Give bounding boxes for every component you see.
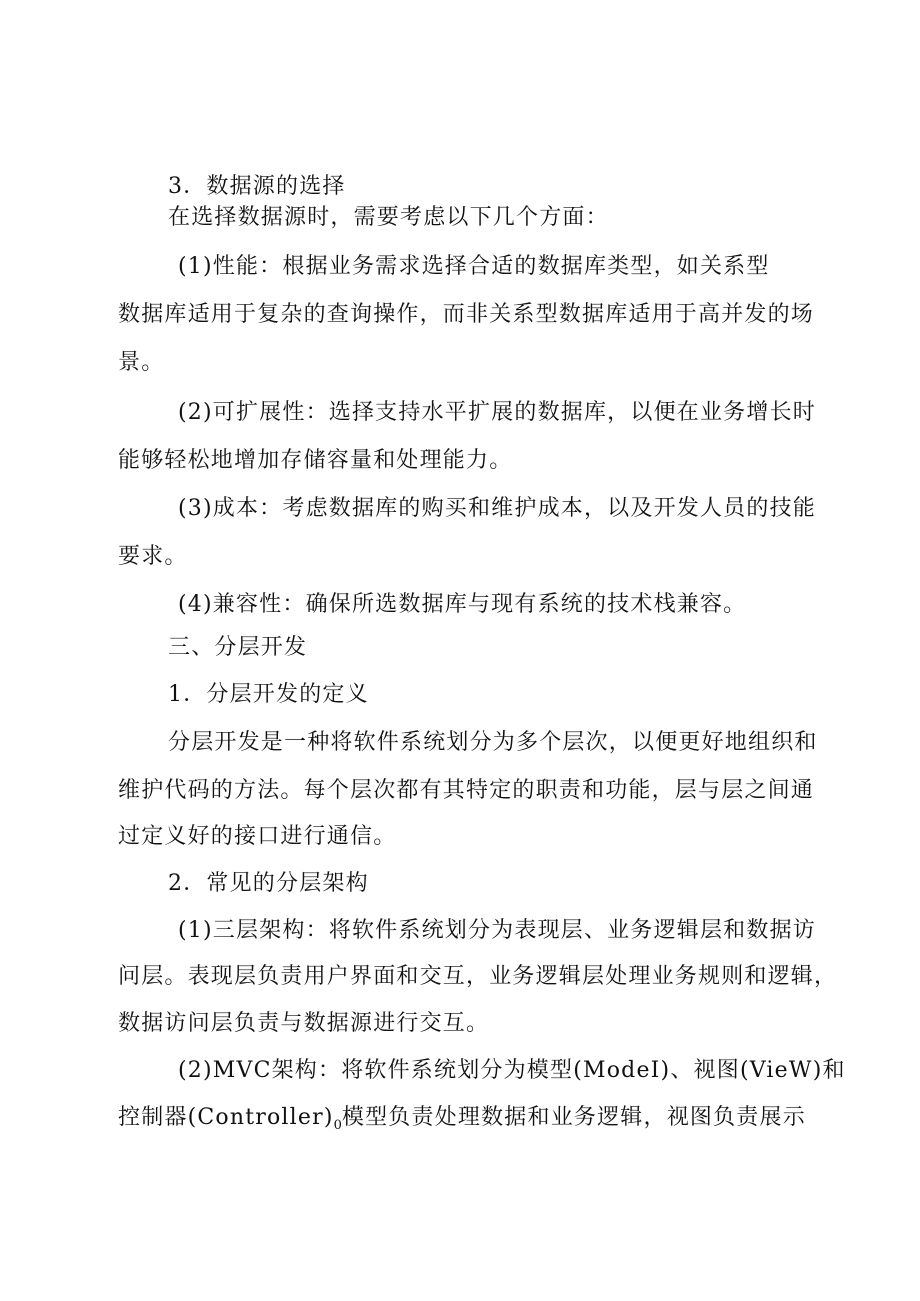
text-fragment: 控制器(Controller)	[118, 1105, 334, 1130]
section-heading-data-source: 3．数据源的选择	[168, 174, 346, 199]
text-fragment: 模型负责处理数据和业务逻辑，视图负责展示	[341, 1105, 806, 1130]
paragraph-line: 问层。表现层负责用户界面和交互，业务逻辑层处理业务规则和逻辑，	[118, 964, 838, 989]
paragraph-line: 景。	[118, 350, 165, 375]
list-item-cost: (3)成本：考虑数据库的购买和维护成本，以及开发人员的技能	[178, 496, 816, 521]
paragraph-line: 维护代码的方法。每个层次都有其特定的职责和功能，层与层之间通	[118, 778, 815, 803]
chapter-heading-layered-development: 三、分层开发	[168, 635, 308, 660]
list-item-three-tier: (1)三层架构：将软件系统划分为表现层、业务逻辑层和数据访	[178, 918, 816, 943]
list-item-compatibility: (4)兼容性：确保所选数据库与现有系统的技术栈兼容。	[178, 592, 747, 617]
paragraph-line: 分层开发是一种将软件系统划分为多个层次，以便更好地组织和	[168, 730, 818, 755]
list-item-mvc: (2)MVC架构：将软件系统划分为模型(ModeI)、视图(VieW)和	[178, 1058, 846, 1083]
paragraph-line-last	[118, 1103, 806, 1141]
section-heading-common-architectures: 2．常见的分层架构	[168, 871, 369, 896]
paragraph-line: 在选择数据源时，需要考虑以下几个方面：	[168, 205, 609, 230]
list-item-performance: (1)性能：根据业务需求选择合适的数据库类型，如关系型	[178, 254, 770, 279]
paragraph-line: 要求。	[118, 544, 188, 569]
paragraph-line: 数据库适用于复杂的查询操作，而非关系型数据库适用于高并发的场	[118, 302, 815, 327]
section-heading-definition: 1．分层开发的定义	[168, 682, 369, 707]
list-item-scalability: (2)可扩展性：选择支持水平扩展的数据库，以便在业务增长时	[178, 400, 816, 425]
paragraph-line: 数据访问层负责与数据源进行交互。	[118, 1011, 490, 1036]
paragraph-line: 过定义好的接口进行通信。	[118, 824, 397, 849]
paragraph-line: 能够轻松地增加存储容量和处理能力。	[118, 448, 513, 473]
subscript-mark: 0	[333, 1118, 342, 1133]
